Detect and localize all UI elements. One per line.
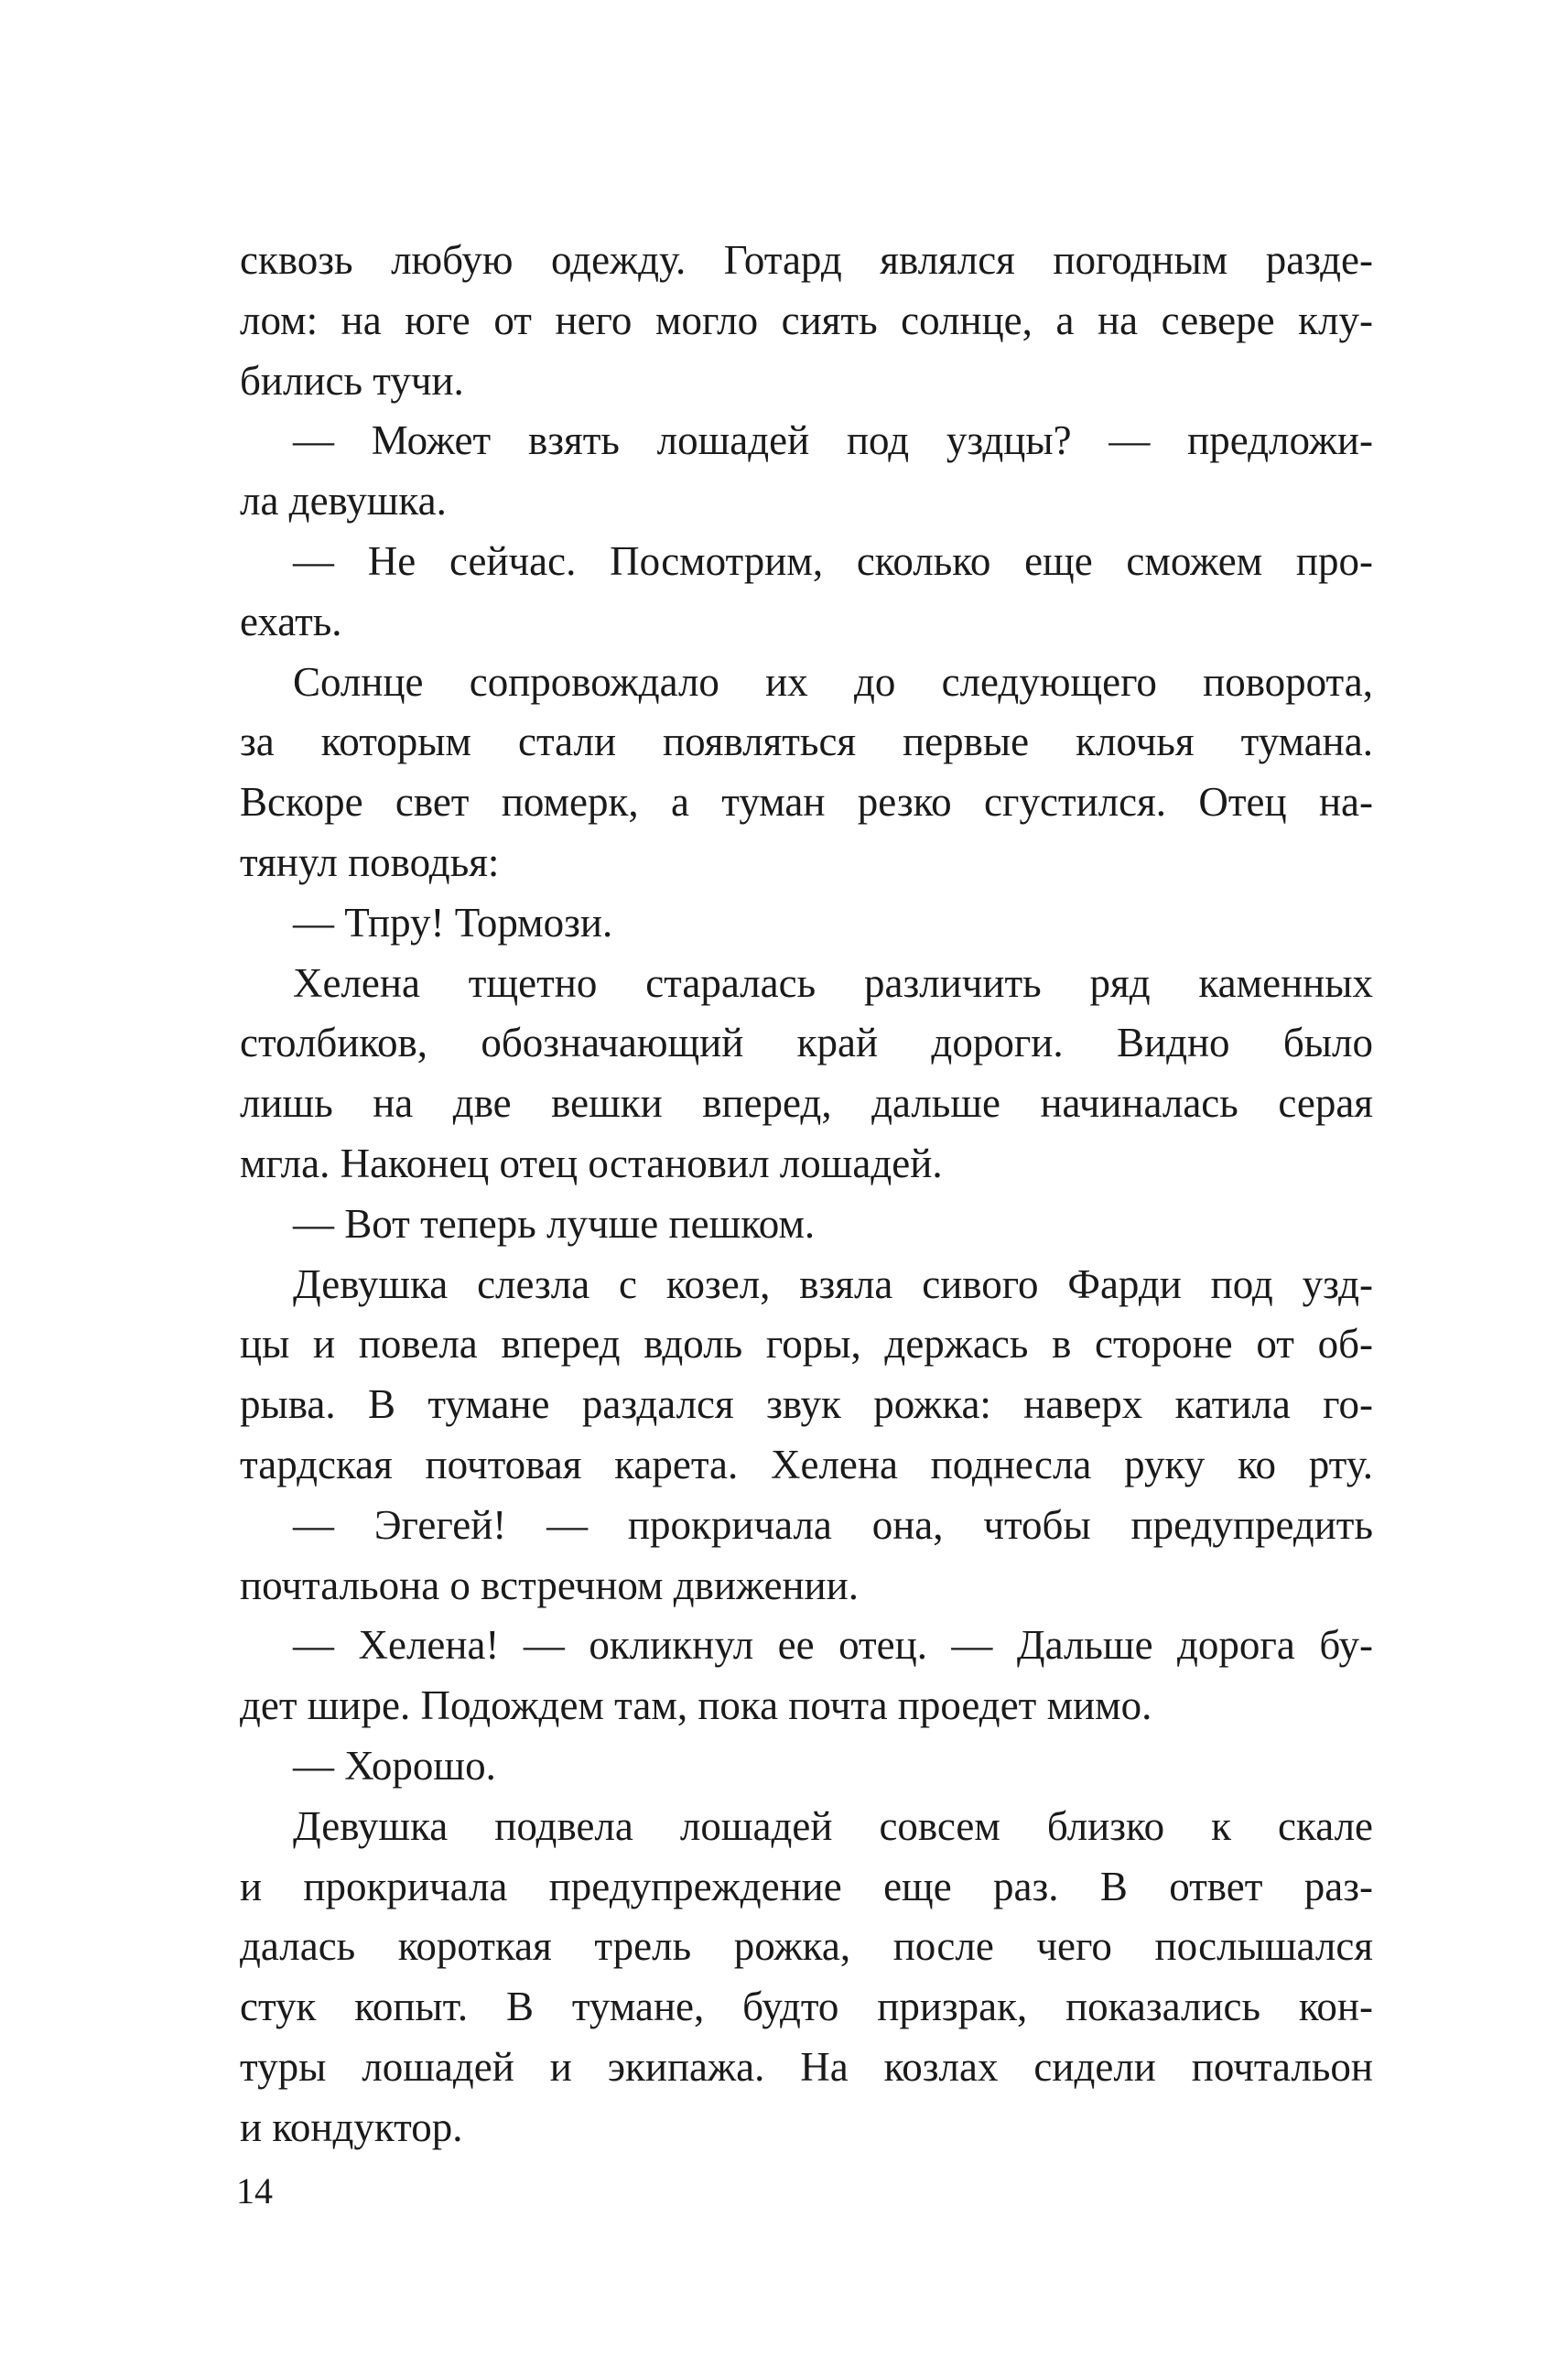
text-line: тардская почтовая карета. Хелена поднесла руку ко рту. [240,1441,1373,1487]
text-line: мгла. Наконец отец остановил лошадей. [240,1140,943,1186]
dialogue-line: — Вот теперь лучше пешком. [293,1200,816,1247]
text-line: Вскоре свет померк, а туман резко сгустился. Отец на- [240,779,1373,826]
text-line: и прокричала предупреждение еще раз. В ответ раз- [240,1863,1373,1909]
text-line: и кондуктор. [240,2103,463,2150]
text-line: ехать. [240,598,342,644]
text-line: столбиков, обозначающий край дороги. Видно было [240,1020,1373,1066]
body-text [240,231,1373,2158]
paragraph-first-line: Девушка слезла с козел, взяла сивого Фарди под узд- [293,1260,1373,1307]
text-line: лишь на две вешки вперед, дальше начиналась серая [240,1080,1373,1127]
text-line: за которым стали появляться первые клочья тумана. [240,719,1373,765]
text-line: туры лошадей и экипажа. На козлах сидели почтальон [240,2043,1373,2090]
paragraph-first-line: Девушка подвела лошадей совсем близко к скале [293,1802,1373,1849]
dialogue-line: — Тпру! Тормози. [293,899,613,946]
text-line: ла девушка. [240,478,447,524]
text-line: почтальона о встречном движении. [240,1562,859,1608]
paragraph-first-line: Хелена тщетно старалась различить ряд каменных [293,959,1373,1006]
dialogue-line: — Не сейчас. Посмотрим, сколько еще сможем про- [293,537,1373,584]
paragraph-first-line: Солнце сопровождало их до следующего поворота, [293,658,1373,705]
text-line: далась короткая трель рожка, после чего послышался [240,1923,1373,1970]
dialogue-line: — Хорошо. [293,1742,496,1789]
dialogue-line: — Эгегей! — прокричала она, чтобы предупредить [293,1501,1373,1548]
text-line: цы и повела вперед вдоль горы, держась в стороне от об- [240,1321,1373,1368]
text-line: тянул поводья: [240,838,500,885]
page-number: 14 [236,2170,273,2211]
text-line: стук копыт. В тумане, будто призрак, показались кон- [240,1984,1373,2030]
dialogue-line: — Может взять лошадей под уздцы? — предложи- [293,417,1373,464]
text-line: сквозь любую одежду. Готард являлся погодным разде- [240,237,1373,283]
dialogue-line: — Хелена! — окликнул ее отец. — Дальше дорога бу- [293,1622,1373,1669]
text-line: лом: на юге от него могло сиять солнце, а на севере клу- [240,297,1373,343]
text-line: дет шире. Подождем там, пока почта проедет мимо. [240,1682,1152,1729]
text-line: рыва. В тумане раздался звук рожка: наверх катила го- [240,1381,1373,1428]
text-line: бились тучи. [240,357,464,404]
